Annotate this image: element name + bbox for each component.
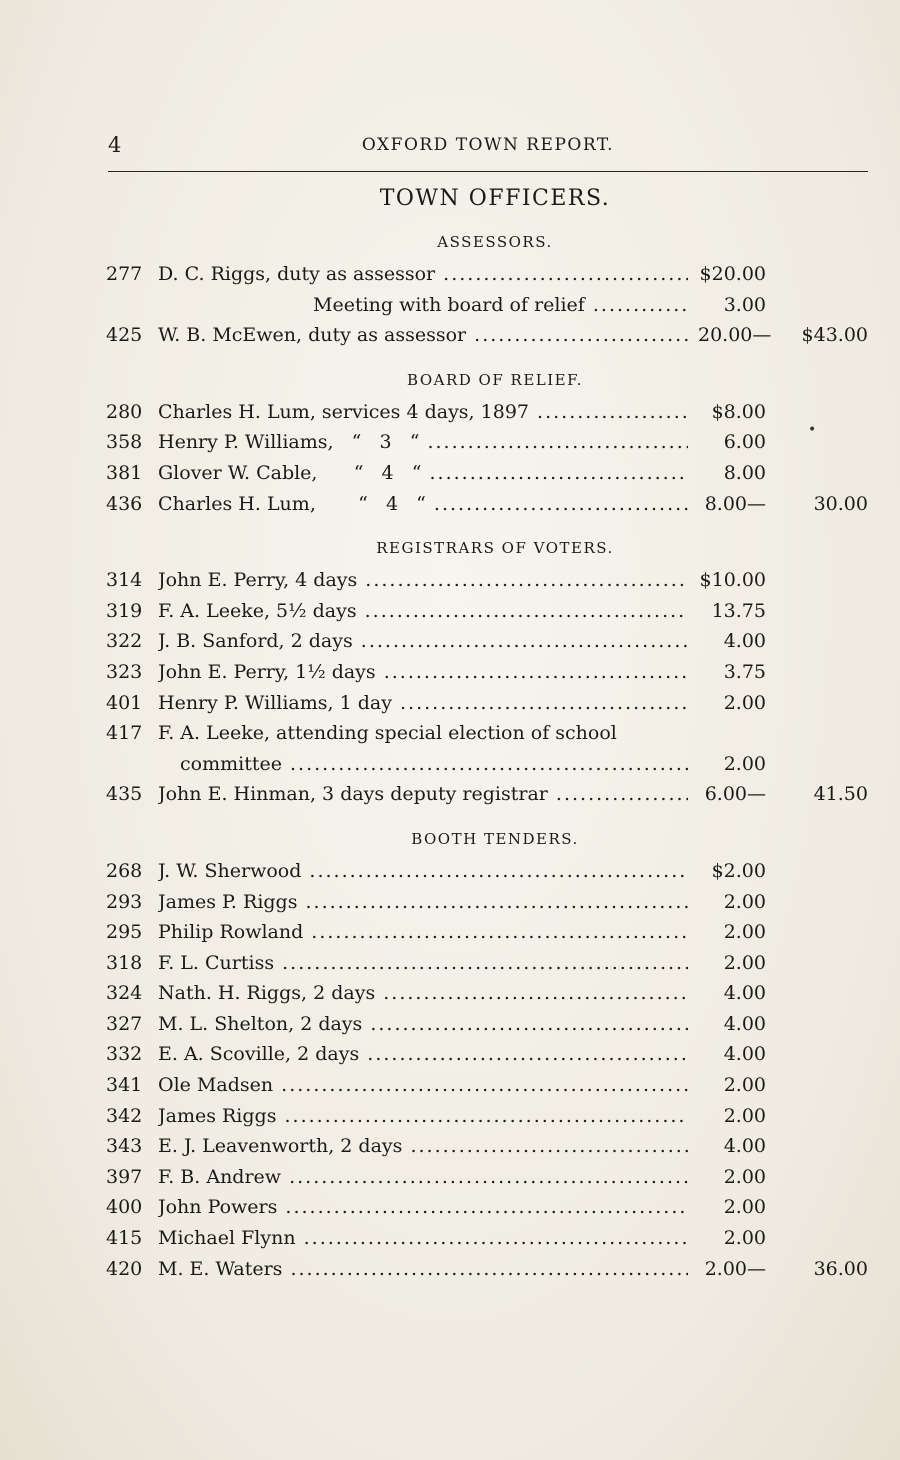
voucher-number: 401: [106, 691, 143, 714]
table-row: [100, 1223, 870, 1254]
group-total: 30.00: [813, 492, 868, 515]
entry-description: committee .....: [158, 749, 688, 780]
entry-amount: 4.00: [723, 982, 766, 1005]
table-row: [100, 1254, 870, 1285]
entry-amount: 2.00: [723, 1227, 766, 1250]
entry-description: Philip Rowland .....: [158, 917, 688, 948]
group-heading-board-of-relief: BOARD OF RELIEF.: [407, 370, 583, 389]
table-row: [100, 565, 870, 596]
ink-speck: •: [808, 422, 817, 438]
voucher-number: 400: [106, 1196, 143, 1219]
voucher-number: 295: [106, 921, 143, 944]
voucher-number: 435: [106, 783, 143, 806]
voucher-number: 341: [106, 1074, 143, 1097]
page-number: 4: [108, 133, 122, 157]
entry-description: James Riggs .....: [158, 1101, 688, 1132]
entry-description: John E. Perry, 1½ days .....: [158, 657, 688, 688]
table-row: [100, 917, 870, 948]
entry-amount: 2.00: [723, 890, 766, 913]
table-row: [100, 259, 870, 290]
table-row: [100, 1131, 870, 1162]
table-row: [100, 626, 870, 657]
group-heading-assessors: ASSESSORS.: [437, 233, 553, 251]
voucher-number: 425: [106, 324, 143, 347]
table-row: [100, 320, 870, 351]
entry-description: Henry P. Williams, “ 3 “ .....: [158, 427, 688, 458]
voucher-number: 318: [106, 951, 143, 974]
group-heading-registrars-of-voters: REGISTRARS OF VOTERS.: [376, 539, 614, 558]
entry-amount: 20.00—: [698, 324, 772, 347]
voucher-number: 358: [106, 431, 143, 454]
entry-amount: 2.00: [723, 1104, 766, 1127]
entry-description: Meeting with board of relief .....: [158, 290, 688, 321]
entry-amount: 6.00—: [704, 783, 766, 806]
table-row: [100, 856, 870, 887]
table-row: [100, 657, 870, 688]
entry-description: F. B. Andrew .....: [158, 1162, 688, 1193]
entry-description: Charles H. Lum, services 4 days, 1897 .....: [158, 397, 688, 428]
report-content: [100, 180, 870, 1284]
entry-description: Nath. H. Riggs, 2 days .....: [158, 978, 688, 1009]
voucher-number: 319: [106, 599, 143, 622]
entry-amount: 3.00: [723, 293, 766, 316]
table-row: [100, 688, 870, 719]
voucher-number: 324: [106, 982, 143, 1005]
table-row: [100, 1101, 870, 1132]
voucher-number: 381: [106, 461, 143, 484]
entry-description: J. W. Sherwood .....: [158, 856, 688, 887]
entry-amount: 2.00: [723, 1074, 766, 1097]
voucher-number: 327: [106, 1012, 143, 1035]
entry-description: F. A. Leeke, 5½ days .....: [158, 596, 688, 627]
table-row: [100, 1039, 870, 1070]
voucher-number: 342: [106, 1104, 143, 1127]
voucher-number: 293: [106, 890, 143, 913]
entry-amount: 6.00: [723, 431, 766, 454]
entry-amount: 2.00: [723, 1196, 766, 1219]
entry-amount: $2.00: [711, 859, 766, 882]
voucher-number: 280: [106, 400, 143, 423]
voucher-number: 322: [106, 630, 143, 653]
entry-amount: $20.00: [699, 263, 766, 285]
voucher-number: 436: [106, 492, 143, 515]
voucher-number: 332: [106, 1043, 143, 1066]
entry-description: Ole Madsen .....: [158, 1070, 688, 1101]
entry-description: E. A. Scoville, 2 days .....: [158, 1039, 688, 1070]
entry-amount: 2.00: [723, 951, 766, 974]
voucher-number: 420: [106, 1257, 143, 1280]
entry-amount: 2.00—: [704, 1257, 766, 1280]
group-heading-booth-tenders: BOOTH TENDERS.: [411, 829, 579, 848]
table-row: [100, 1070, 870, 1101]
entry-amount: 4.00: [723, 1135, 766, 1158]
table-row: [100, 290, 870, 321]
voucher-number: 277: [106, 263, 143, 285]
entry-description: Glover W. Cable, “ 4 “ .....: [158, 458, 688, 489]
table-row: [100, 596, 870, 627]
table-row: [100, 1192, 870, 1223]
table-row: [100, 749, 870, 780]
entry-amount: 4.00: [723, 1043, 766, 1066]
table-row: [100, 948, 870, 979]
entry-description: D. C. Riggs, duty as assessor .....: [158, 259, 688, 290]
entry-description: F. L. Curtiss .....: [158, 948, 688, 979]
group-total: 41.50: [813, 783, 868, 806]
group-total: $43.00: [801, 324, 868, 347]
entry-amount: 2.00: [723, 752, 766, 775]
running-title: OXFORD TOWN REPORT.: [361, 135, 615, 155]
table-row: [100, 779, 870, 810]
entry-amount: 3.75: [723, 660, 766, 683]
entry-description: James P. Riggs .....: [158, 887, 688, 918]
table-row: [100, 1162, 870, 1193]
voucher-number: 397: [106, 1165, 143, 1188]
entry-description: E. J. Leavenworth, 2 days .....: [158, 1131, 688, 1162]
voucher-number: 417: [106, 722, 143, 745]
entry-amount: 8.00—: [704, 492, 766, 515]
table-row: [100, 887, 870, 918]
entry-amount: 2.00: [723, 921, 766, 944]
table-row: [100, 427, 870, 458]
voucher-number: 323: [106, 660, 143, 683]
group-total: 36.00: [813, 1257, 868, 1280]
voucher-number: 314: [106, 569, 143, 592]
entry-amount: 13.75: [711, 599, 766, 622]
entry-description: Henry P. Williams, 1 day .....: [158, 688, 688, 719]
entry-amount: $8.00: [711, 400, 766, 423]
table-row: [100, 458, 870, 489]
entry-description: Charles H. Lum, “ 4 “ .....: [158, 489, 688, 520]
entry-description: John E. Hinman, 3 days deputy registrar .....: [158, 779, 688, 810]
entry-description: John Powers .....: [158, 1192, 688, 1223]
entry-description: M. L. Shelton, 2 days .....: [158, 1009, 688, 1040]
entry-description: John E. Perry, 4 days .....: [158, 565, 688, 596]
entry-amount: 4.00: [723, 1012, 766, 1035]
entry-amount: 8.00: [723, 461, 766, 484]
voucher-number: 268: [106, 859, 143, 882]
entry-description: W. B. McEwen, duty as assessor .....: [158, 320, 688, 351]
entry-amount: 4.00: [723, 630, 766, 653]
table-row: [100, 489, 870, 520]
entry-description: M. E. Waters .....: [158, 1254, 688, 1285]
entry-description: Michael Flynn .....: [158, 1223, 688, 1254]
entry-amount: 2.00: [723, 1165, 766, 1188]
table-row: [100, 397, 870, 428]
entry-description: F. A. Leeke, attending special election of school: [158, 722, 617, 745]
entry-amount: 2.00: [723, 691, 766, 714]
entry-description: J. B. Sanford, 2 days .....: [158, 626, 688, 657]
table-row: [100, 1009, 870, 1040]
table-row: [100, 978, 870, 1009]
voucher-number: 343: [106, 1135, 143, 1158]
entry-amount: $10.00: [699, 569, 766, 592]
section-title: TOWN OFFICERS.: [379, 186, 611, 211]
table-row: [100, 718, 870, 749]
page-header: [108, 133, 868, 159]
voucher-number: 415: [106, 1227, 143, 1250]
header-rule: [108, 171, 868, 172]
